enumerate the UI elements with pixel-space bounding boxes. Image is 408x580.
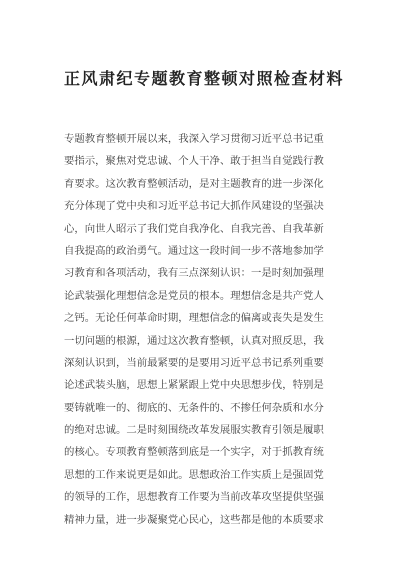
body-line: 的绝对忠诚。二是时刻围绕改革发展服实教育引领是履职 bbox=[64, 424, 324, 437]
body-line: 的领导的工作，思想教育工作要为当前改革攻坚提供坚强 bbox=[64, 491, 324, 504]
body-line: 深刻认识到，当前最紧要的是要用习近平总书记系列重要 bbox=[64, 356, 324, 369]
document-body bbox=[64, 128, 350, 531]
body-line: 论武装强化理想信念是党员的根本。理想信念是共产党人 bbox=[64, 289, 324, 302]
body-line: 充分体现了党中央和习近平总书记大抓作风建设的坚强决 bbox=[64, 200, 324, 213]
body-line: 要铸就唯一的、彻底的、无条件的、不掺任何杂质和水分 bbox=[64, 401, 324, 414]
body-line: 精神力量，进一步凝聚党心民心，这些都是他的本质要求 bbox=[64, 513, 324, 526]
body-line: 一切问题的根源，通过这次教育整顿，认真对照反思，我 bbox=[64, 334, 324, 347]
body-line: 要指示，聚焦对党忠诚、个人干净、敢于担当自觉践行教 bbox=[64, 155, 324, 168]
body-line: 习教育和各项活动，我有三点深刻认识：一是时刻加强理 bbox=[64, 267, 324, 280]
document-title: 正风肃纪专题教育整顿对照检查材料 bbox=[63, 69, 344, 88]
body-line: 自我提高的政治勇气。通过这一段时间一步不落地参加学 bbox=[64, 244, 324, 257]
body-line: 之钙。无论任何革命时期，理想信念的偏离或丧失是发生 bbox=[64, 312, 324, 325]
body-line: 论述武装头脑，思想上紧紧跟上党中央思想步伐，特别是 bbox=[64, 379, 324, 392]
body-line: 育要求。这次教育整顿活动，是对主题教育的进一步深化 bbox=[64, 177, 324, 190]
body-line: 专题教育整顿开展以来，我深入学习贯彻习近平总书记重 bbox=[64, 133, 324, 145]
body-line: 心，向世人昭示了我们党自我净化、自我完善、自我革新 bbox=[64, 222, 324, 235]
body-line: 的核心。专项教育整顿落到底是一个实字，对于抓教育统 bbox=[64, 446, 324, 459]
body-line: 思想的工作来说更是如此。思想政治工作实质上是强固党 bbox=[64, 468, 324, 481]
